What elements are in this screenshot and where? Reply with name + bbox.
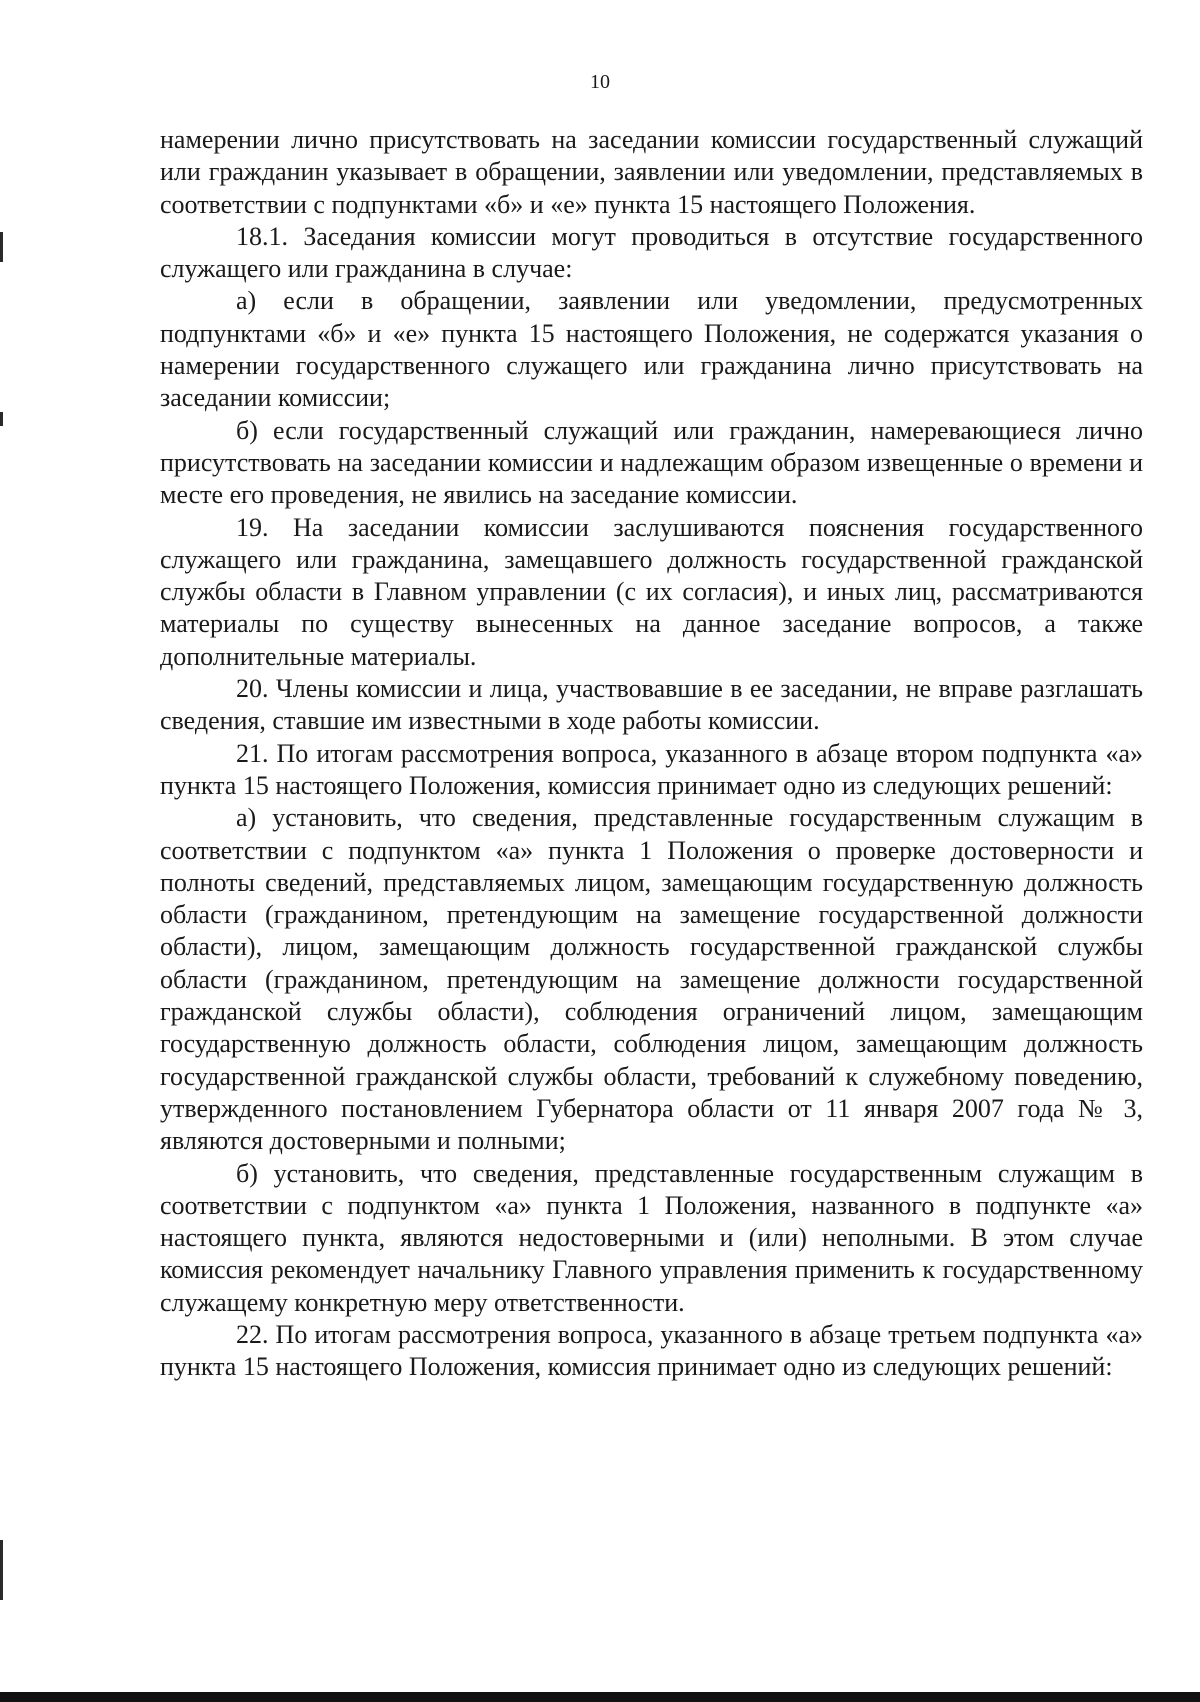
paragraph-21-b: б) установить, что сведения, представленные государственным служащим в соответствии с подпунктом «а» пункта 1 Положения, названного в подпункте «а» настоящего пункта, являются недостоверными и (или) неполными. В этом случае комиссия рекомендует начальнику Главного управления применить к государственному служащему конкретную меру ответственности. bbox=[160, 1158, 1143, 1317]
scan-edge-mark-lower bbox=[0, 1540, 3, 1600]
scan-edge-mark-top bbox=[0, 232, 3, 262]
paragraph-19: 19. На заседании комиссии заслушиваются пояснения государственного служащего или гражданина, замещавшего должность государственной гражданской службы области в Главном управлении (с их согласия), и иных лиц, рассматриваются материалы по существу вынесенных на данное заседание вопросов, а также дополнительные материалы. bbox=[160, 512, 1143, 671]
scan-bottom-border bbox=[0, 1692, 1200, 1702]
paragraph-continuation: намерении лично присутствовать на заседании комиссии государственный служащий или гражданин указывает в обращении, заявлении или уведомлении, представляемых в соответствии с подпунктами «б» и «е» пункта 15 настоящего Положения. bbox=[160, 125, 1143, 219]
document-body bbox=[160, 124, 1143, 1384]
paragraph-20: 20. Члены комиссии и лица, участвовавшие в ее заседании, не вправе разглашать сведения, ставшие им известными в ходе работы комиссии. bbox=[160, 674, 1143, 736]
scan-edge-mark-middle bbox=[0, 412, 3, 426]
page-number: 10 bbox=[590, 71, 610, 93]
paragraph-21: 21. По итогам рассмотрения вопроса, указанного в абзаце втором подпункта «а» пункта 15 настоящего Положения, комиссия принимает одно из следующих решений: bbox=[160, 738, 1143, 800]
paragraph-18-1-a: а) если в обращении, заявлении или уведомлении, предусмотренных подпунктами «б» и «е» пункта 15 настоящего Положения, не содержатся указания о намерении государственного служащего или гражданина лично присутствовать на заседании комиссии; bbox=[160, 286, 1143, 413]
paragraph-18-1: 18.1. Заседания комиссии могут проводиться в отсутствие государственного служащего или гражданина в случае: bbox=[160, 221, 1143, 284]
paragraph-21-a: а) установить, что сведения, представленные государственным служащим в соответствии с подпунктом «а» пункта 1 Положения о проверке достоверности и полноты сведений, представляемых лицом, замещающим государственную должность области (гражданином, претендующим на замещение государственной должности области), лицом, замещающим должность государственной гражданской службы области (гражданином, претендующим на замещение должности государственной гражданской службы области), соблюдения ограничений лицом, замещающим государственную должность области, соблюдения лицом, замещающим должность государственной гражданской службы области, требований к служебному поведению, утвержденного постановлением Губернатора области от 11 января 2007 года № 3, являются достоверными и полными; bbox=[160, 803, 1143, 1156]
paragraph-18-1-b: б) если государственный служащий или гражданин, намеревающиеся лично присутствовать на заседании комиссии и надлежащим образом извещенные о времени и месте его проведения, не явились на заседание комиссии. bbox=[160, 415, 1143, 510]
paragraph-22: 22. По итогам рассмотрения вопроса, указанного в абзаце третьем подпункта «а» пункта 15 настоящего Положения, комиссия принимает одно из следующих решений: bbox=[160, 1319, 1143, 1382]
